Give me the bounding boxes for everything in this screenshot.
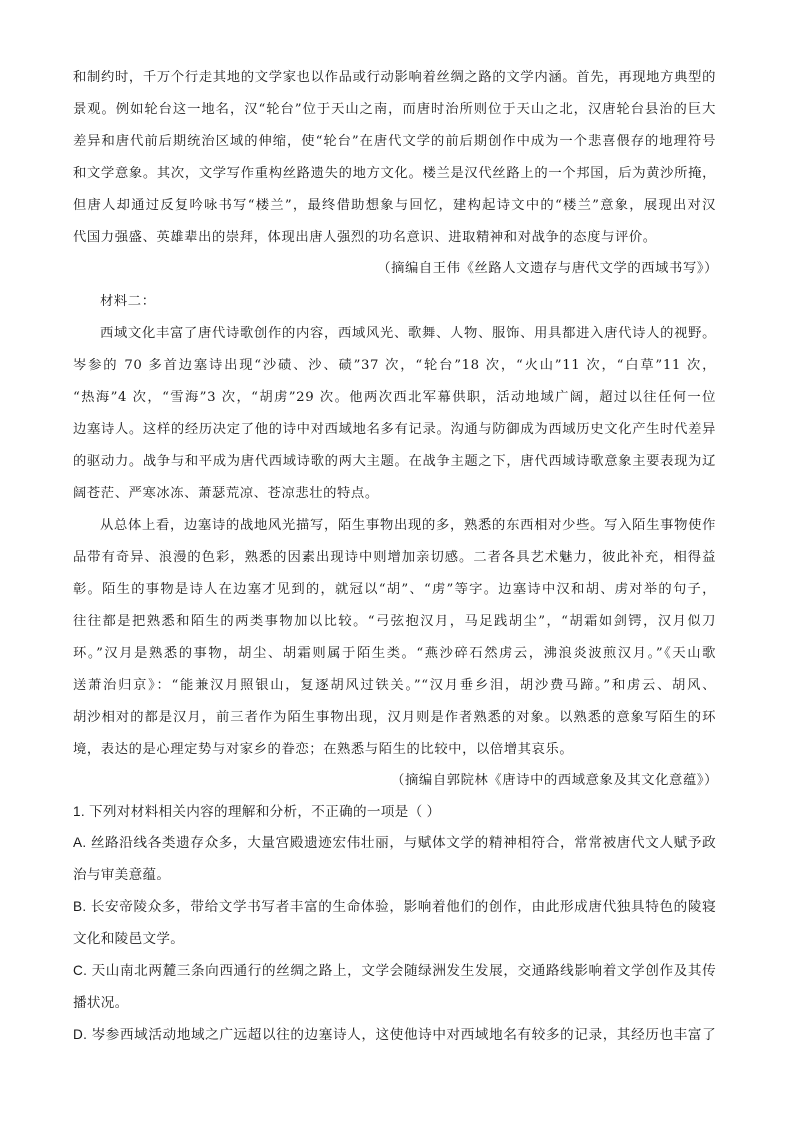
material-two-line: 境，表达的是心理定势与对家乡的眷恋；在熟悉与陌生的比较中，以倍增其哀乐。 xyxy=(73,742,574,757)
material-one-line: 代国力强盛、英雄辈出的崇拜，体现出唐人强烈的功名意识、进取精神和对战争的态度与评价。 xyxy=(73,230,657,245)
option-b-line: B. 长安帝陵众多，带给文学书写者丰富的生命体验，影响着他们的创作，由此形成唐代独具特色的陵寝 xyxy=(73,899,716,914)
material-two-line: 环。”汉月是熟悉的事物，胡尘、胡霜则属于陌生类。“燕沙碎石然虏云，沸浪炎波煎汉月。”《天山歌 xyxy=(73,646,716,661)
material-two-heading: 材料二： xyxy=(100,294,156,309)
material-two-line: 岑参的 70 多首边塞诗出现“沙碛、沙、碛”37 次，“轮台”18 次，“火山”11 次，“白草”11 次， xyxy=(73,358,716,373)
material-two-line: 边塞诗人。这样的经历决定了他的诗中对西域地名多有记录。沟通与防御成为西域历史文化产生时代差异 xyxy=(73,422,716,437)
material-one-line: 景观。例如轮台这一地名，汉“轮台”位于天山之南，而唐时治所则位于天山之北，汉唐轮台县治的巨大 xyxy=(73,102,716,117)
option-a-line: A. 丝路沿线各类遗存众多，大量宫殿遗迹宏伟壮丽，与赋体文学的精神相符合，常常被唐代文人赋予政 xyxy=(73,835,716,850)
material-one-source: （摘编自王伟《丝路人文遗存与唐代文学的西域书写》） xyxy=(377,261,718,276)
material-two-line: 品带有奇异、浪漫的色彩，熟悉的因素出现诗中则增加亲切感。二者各具艺术魅力，彼此补充，相得益 xyxy=(73,550,716,565)
material-one-line: 差异和唐代前后期统治区域的伸缩，使“轮台”在唐代文学的前后期创作中成为一个悲喜偎存的地理符号 xyxy=(73,134,716,149)
option-c-line: C. 天山南北两麓三条向西通行的丝绸之路上，文学会随绿洲发生发展，交通路线影响着文学创作及其传 xyxy=(73,963,716,978)
material-two-line: “热海”4 次，“雪海”3 次，“胡虏”29 次。他两次西北军幕供职，活动地域广阔，超过以往任何一位 xyxy=(73,390,716,405)
material-two-line: 阔苍茫、严寒冰冻、萧瑟荒凉、苍凉悲壮的特点。 xyxy=(73,486,379,501)
option-d-line: D. 岑参西域活动地域之广远超以往的边塞诗人，这使他诗中对西域地名有较多的记录，其经历也丰富了 xyxy=(73,1027,716,1042)
material-two-line: 从总体上看，边塞诗的战地风光描写，陌生事物出现的多，熟悉的东西相对少些。写入陌生事物使作 xyxy=(100,518,716,533)
material-two-line: 的驱动力。战争与和平成为唐代西域诗歌的两大主题。在战争主题之下，唐代西域诗歌意象主要表现为辽 xyxy=(73,454,716,469)
option-a-line: 治与审美意蕴。 xyxy=(73,867,171,882)
material-two-line: 西域文化丰富了唐代诗歌创作的内容，西域风光、歌舞、人物、服饰、用具都进入唐代诗人的视野。 xyxy=(100,326,716,341)
material-two-line: 彰。陌生的事物是诗人在边塞才见到的，就冠以“胡”、“虏”等字。边塞诗中汉和胡、虏对举的句子， xyxy=(73,582,716,597)
option-c-line: 播状况。 xyxy=(73,995,129,1010)
material-two-line: 送萧治归京》：“能兼汉月照银山，复逐胡风过铁关。”“汉月垂乡泪，胡沙费马蹄。”和虏云、胡风、 xyxy=(73,678,716,693)
material-two-line: 往往都是把熟悉和陌生的两类事物加以比较。“弓弦抱汉月，马足践胡尘”，“胡霜如剑锷，汉月似刀 xyxy=(73,614,716,629)
material-one-line: 但唐人却通过反复吟咏书写“楼兰”，最终借助想象与回忆，建构起诗文中的“楼兰”意象，展现出对汉 xyxy=(73,198,716,213)
material-two-source: （摘编自郭院林《唐诗中的西域意象及其文化意蕴》） xyxy=(391,773,718,788)
question-stem: 1. 下列对材料相关内容的理解和分析，不正确的一项是（ ） xyxy=(73,804,441,819)
material-one-line: 和文学意象。其次，文学写作重构丝路遗失的地方文化。楼兰是汉代丝路上的一个邦国，后为黄沙所掩， xyxy=(73,166,716,181)
material-one-line: 和制约时，千万个行走其地的文学家也以作品或行动影响着丝绸之路的文学内涵。首先，再现地方典型的 xyxy=(73,70,716,85)
material-two-line: 胡沙相对的都是汉月，前三者作为陌生事物出现，汉月则是作者熟悉的对象。以熟悉的意象写陌生的环 xyxy=(73,710,716,725)
option-b-line: 文化和陵邑文学。 xyxy=(73,931,185,946)
